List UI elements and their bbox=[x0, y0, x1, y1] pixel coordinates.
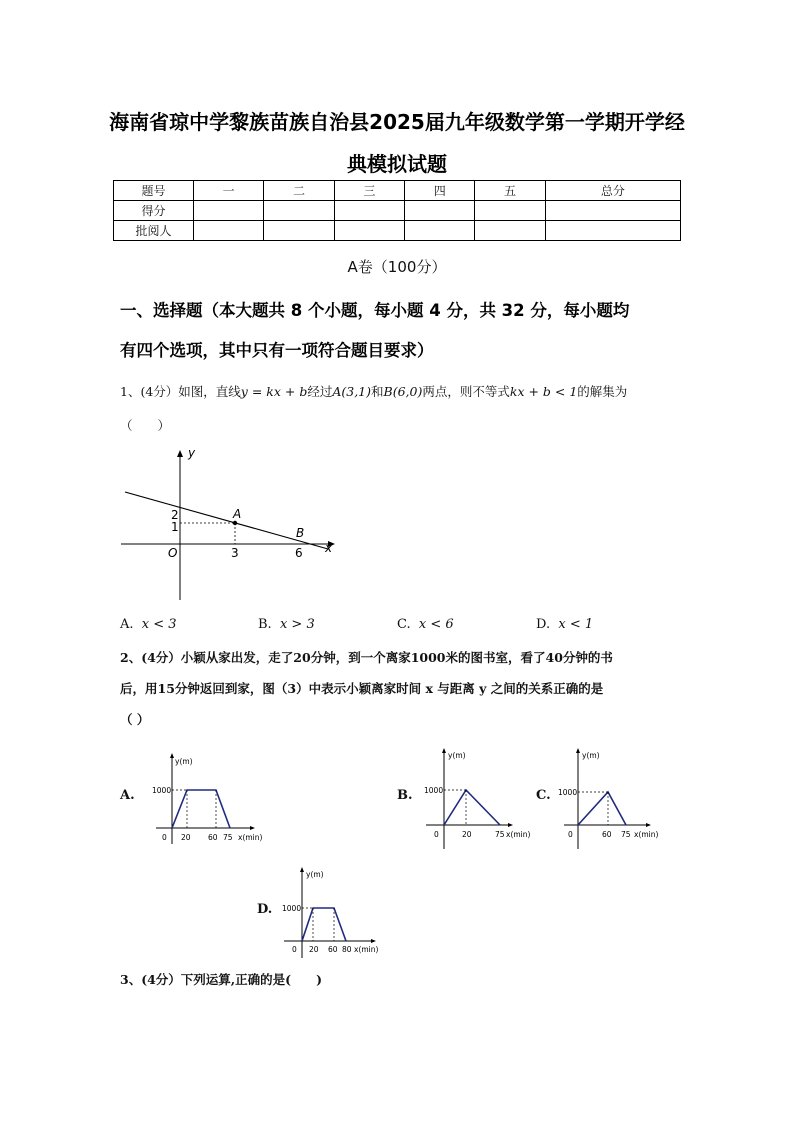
q2-option-d-letter[interactable]: D. bbox=[257, 902, 273, 917]
q2-graph-b-tick: 75 bbox=[495, 830, 505, 839]
q1-label-b: B bbox=[296, 526, 305, 540]
q1-origin-label: O bbox=[168, 546, 178, 560]
volume-heading: A卷（100分） bbox=[347, 258, 447, 276]
option-letter: B. bbox=[258, 617, 272, 632]
score-table-row bbox=[114, 201, 681, 221]
q1-answer-paren: （ ） bbox=[120, 418, 171, 433]
q2-graph-a-yval: 1000 bbox=[152, 786, 172, 795]
score-cell[interactable] bbox=[475, 221, 545, 241]
q2-graph-c-tick: 75 bbox=[621, 830, 631, 839]
score-cell[interactable] bbox=[334, 221, 404, 241]
q2-graph-b-xlabel: x(min) bbox=[506, 830, 531, 839]
q2-graph-b-tick: 20 bbox=[462, 830, 472, 839]
score-table bbox=[113, 180, 681, 241]
option-text: x < 3 bbox=[141, 617, 177, 632]
score-header-cell: 题号 bbox=[114, 181, 194, 201]
q1-tick-y1: 1 bbox=[171, 520, 179, 534]
q2-graph-a-tick: 75 bbox=[223, 833, 233, 842]
q1-tick-x6: 6 bbox=[295, 546, 303, 560]
q2-answer-paren: （ ） bbox=[120, 712, 150, 727]
q1-inequality: kx + b < 1 bbox=[509, 384, 578, 399]
score-header-cell: 四 bbox=[405, 181, 475, 201]
score-header-cell: 五 bbox=[475, 181, 545, 201]
q2-graph-d-tick: 60 bbox=[328, 945, 338, 954]
doc-title-line1: 海南省琼中学黎族苗族自治县2025届九年级数学第一学期开学经 bbox=[109, 110, 685, 134]
q2-graph-b-yval: 1000 bbox=[424, 786, 444, 795]
q2-option-b-letter[interactable]: B. bbox=[397, 788, 413, 803]
question-2-line1: 2、(4分）小颖从家出发，走了20分钟，到一个离家1000米的图书室，看了40分钟的书 bbox=[120, 650, 613, 665]
score-header-cell: 三 bbox=[334, 181, 404, 201]
q2-graph-a bbox=[150, 752, 275, 847]
score-cell[interactable] bbox=[194, 221, 264, 241]
score-row-label: 批阅人 bbox=[114, 221, 194, 241]
q2-graph-a-tick: 60 bbox=[208, 833, 218, 842]
score-row-label: 得分 bbox=[114, 201, 194, 221]
q2-graph-c bbox=[558, 745, 663, 850]
score-header-cell: 一 bbox=[194, 181, 264, 201]
score-cell[interactable] bbox=[545, 201, 680, 221]
q1-y-label: y bbox=[188, 446, 196, 460]
section1-heading-line1: 一、选择题（本大题共 8 个小题，每小题 4 分，共 32 分，每小题均 bbox=[120, 301, 630, 320]
score-cell[interactable] bbox=[264, 221, 334, 241]
q1-tick-y2: 2 bbox=[171, 508, 179, 522]
q1-line bbox=[125, 492, 328, 549]
section1-heading-line2: 有四个选项，其中只有一项符合题目要求） bbox=[120, 341, 434, 360]
question-1-text bbox=[120, 382, 627, 400]
q2-graph-d bbox=[278, 866, 388, 961]
q2-graph-d-ylabel: y(m) bbox=[306, 870, 324, 879]
score-cell[interactable] bbox=[194, 201, 264, 221]
q1-y-arrow bbox=[177, 450, 183, 457]
q1-equation: y = kx + b bbox=[240, 384, 308, 399]
score-cell[interactable] bbox=[334, 201, 404, 221]
q2-graph-d-tick: 0 bbox=[292, 945, 297, 954]
option-text: x < 1 bbox=[558, 617, 594, 632]
q2-graph-b bbox=[420, 745, 535, 850]
q1-suffix: 的解集为 bbox=[577, 384, 628, 399]
q1-option-c[interactable] bbox=[397, 617, 454, 632]
q1-option-b[interactable] bbox=[258, 617, 315, 632]
q1-point-a-dot bbox=[233, 521, 237, 525]
q2-graph-d-yval: 1000 bbox=[282, 904, 302, 913]
q1-option-d[interactable] bbox=[536, 617, 593, 632]
score-cell[interactable] bbox=[405, 221, 475, 241]
option-text: x < 6 bbox=[418, 617, 454, 632]
q2-graph-a-line bbox=[172, 790, 230, 828]
q2-graph-a-xlabel: x(min) bbox=[238, 833, 263, 842]
q2-graph-c-line bbox=[578, 792, 626, 825]
q2-graph-a-tick: 20 bbox=[181, 833, 191, 842]
q1-mid2: 两点，则不等式 bbox=[422, 384, 510, 399]
q1-tick-x3: 3 bbox=[231, 546, 239, 560]
q2-graph-c-yval: 1000 bbox=[558, 788, 578, 797]
q2-graph-c-tick: 60 bbox=[602, 830, 612, 839]
q1-x-label: x bbox=[325, 541, 333, 555]
q2-graph-d-tick: 20 bbox=[309, 945, 319, 954]
q2-graph-d-line bbox=[302, 908, 346, 941]
q1-point-b: B(6,0) bbox=[383, 384, 423, 399]
q2-graph-c-xlabel: x(min) bbox=[634, 830, 659, 839]
q2-graph-b-line bbox=[444, 790, 500, 825]
option-letter: C. bbox=[397, 617, 411, 632]
q2-graph-b-ylabel: y(m) bbox=[448, 751, 466, 760]
q2-graph-c-ylabel: y(m) bbox=[582, 751, 600, 760]
score-cell[interactable] bbox=[475, 201, 545, 221]
q2-option-c-letter[interactable]: C. bbox=[536, 788, 551, 803]
question-3-text: 3、(4分）下列运算,正确的是( ) bbox=[120, 972, 322, 987]
option-letter: D. bbox=[536, 617, 551, 632]
q1-prefix: 1、(4分）如图，直线 bbox=[120, 384, 241, 399]
q2-graph-b-tick: 0 bbox=[434, 830, 439, 839]
q2-graph-d-xlabel: x(min) bbox=[354, 945, 379, 954]
q1-label-a: A bbox=[233, 507, 242, 521]
q1-point-a: A(3,1) bbox=[332, 384, 372, 399]
question-2-line2: 后，用15分钟返回到家，图（3）中表示小颖离家时间 x 与距离 y 之间的关系正确的是 bbox=[120, 681, 604, 696]
score-cell[interactable] bbox=[545, 221, 680, 241]
score-header-cell: 总分 bbox=[545, 181, 680, 201]
q2-graph-a-tick: 0 bbox=[162, 833, 167, 842]
score-table-row bbox=[114, 221, 681, 241]
q2-graph-d-tick: 80 bbox=[342, 945, 352, 954]
q2-option-a-letter[interactable]: A. bbox=[120, 788, 135, 803]
q1-mid1: 经过 bbox=[307, 384, 333, 399]
option-letter: A. bbox=[120, 617, 134, 632]
score-header-cell: 二 bbox=[264, 181, 334, 201]
q2-graph-c-tick: 0 bbox=[568, 830, 573, 839]
score-table-header-row bbox=[114, 181, 681, 201]
q1-graph bbox=[115, 445, 340, 605]
score-cell[interactable] bbox=[405, 201, 475, 221]
score-cell[interactable] bbox=[264, 201, 334, 221]
option-text: x > 3 bbox=[279, 617, 315, 632]
q2-graph-a-ylabel: y(m) bbox=[175, 757, 193, 766]
q1-option-a[interactable] bbox=[120, 617, 177, 632]
q1-and: 和 bbox=[371, 384, 384, 399]
doc-title-line2: 典模拟试题 bbox=[347, 152, 447, 176]
